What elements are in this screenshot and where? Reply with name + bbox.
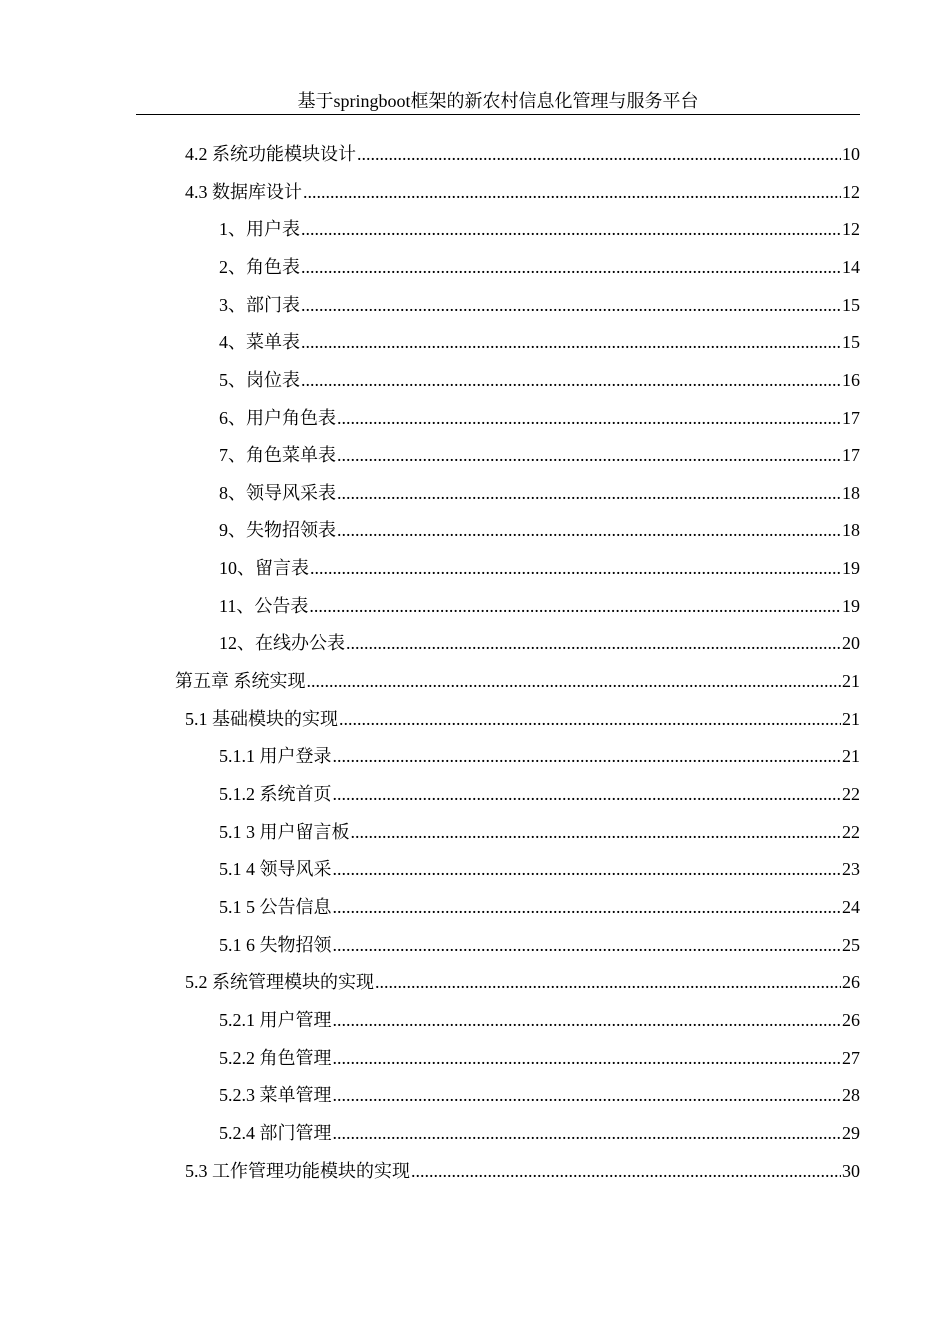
toc-entry-page: 23 <box>842 859 860 879</box>
toc-entry-page: 24 <box>842 897 860 917</box>
toc-entry-page: 18 <box>842 483 860 503</box>
toc-entry[interactable] <box>185 180 860 204</box>
toc-entry-page: 19 <box>842 596 860 616</box>
toc-entry-page: 25 <box>842 935 860 955</box>
toc-entry-label: 5.2.2 角色管理 <box>219 1048 332 1068</box>
toc-entry[interactable] <box>185 142 860 166</box>
toc-entry[interactable] <box>219 1046 860 1070</box>
toc-dot-leader <box>333 782 842 806</box>
toc-dot-leader <box>333 1008 842 1032</box>
toc-entry-page: 29 <box>842 1123 860 1143</box>
toc-entry[interactable] <box>219 895 860 919</box>
toc-dot-leader <box>307 669 842 693</box>
toc-dot-leader <box>301 217 841 241</box>
toc-entry[interactable] <box>219 1083 860 1107</box>
toc-entry-label: 11、公告表 <box>219 596 309 616</box>
toc-entry[interactable] <box>219 518 860 542</box>
toc-entry[interactable] <box>219 556 860 580</box>
toc-entry-label: 4、菜单表 <box>219 332 300 352</box>
toc-dot-leader <box>309 594 841 618</box>
toc-dot-leader <box>301 330 841 354</box>
toc-dot-leader <box>351 820 842 844</box>
toc-entry[interactable] <box>219 443 860 467</box>
toc-entry-page: 22 <box>842 784 860 804</box>
toc-dot-leader <box>337 443 841 467</box>
toc-entry[interactable] <box>219 820 860 844</box>
toc-entry[interactable] <box>219 744 860 768</box>
toc-entry-label: 第五章 系统实现 <box>175 671 306 691</box>
toc-entry-page: 26 <box>842 1010 860 1030</box>
toc-entry[interactable] <box>219 594 860 618</box>
toc-dot-leader <box>375 970 841 994</box>
toc-entry-label: 5.1 5 公告信息 <box>219 897 332 917</box>
toc-entry-label: 5.1 基础模块的实现 <box>185 709 338 729</box>
toc-entry[interactable] <box>219 255 860 279</box>
toc-dot-leader <box>333 895 842 919</box>
toc-dot-leader <box>333 744 842 768</box>
document-title: 基于springboot框架的新农村信息化管理与服务平台 <box>297 91 699 111</box>
toc-entry-label: 5、岗位表 <box>219 370 300 390</box>
toc-entry[interactable] <box>185 1159 860 1183</box>
toc-entry[interactable] <box>219 217 860 241</box>
toc-entry-page: 21 <box>842 671 860 691</box>
toc-entry[interactable] <box>219 857 860 881</box>
toc-dot-leader <box>337 518 841 542</box>
toc-entry[interactable] <box>219 631 860 655</box>
toc-entry[interactable] <box>219 330 860 354</box>
toc-entry-page: 26 <box>842 972 860 992</box>
toc-entry-page: 27 <box>842 1048 860 1068</box>
toc-entry-label: 5.2 系统管理模块的实现 <box>185 972 374 992</box>
toc-entry-page: 30 <box>842 1161 860 1181</box>
toc-entry-page: 12 <box>842 219 860 239</box>
toc-dot-leader <box>333 1121 842 1145</box>
toc-entry[interactable] <box>219 368 860 392</box>
toc-entry-label: 8、领导风采表 <box>219 483 336 503</box>
toc-dot-leader <box>337 481 841 505</box>
toc-entry-page: 28 <box>842 1085 860 1105</box>
toc-entry[interactable] <box>219 1121 860 1145</box>
toc-entry[interactable] <box>185 707 860 731</box>
toc-entry-label: 5.2.4 部门管理 <box>219 1123 332 1143</box>
toc-dot-leader <box>333 1046 842 1070</box>
toc-entry[interactable] <box>175 669 860 693</box>
toc-entry-page: 16 <box>842 370 860 390</box>
toc-dot-leader <box>337 406 841 430</box>
toc-entry-label: 5.2.1 用户管理 <box>219 1010 332 1030</box>
toc-dot-leader <box>301 368 841 392</box>
toc-dot-leader <box>357 142 841 166</box>
toc-dot-leader <box>333 1083 842 1107</box>
toc-dot-leader <box>301 255 841 279</box>
toc-entry-page: 18 <box>842 520 860 540</box>
toc-entry-page: 21 <box>842 709 860 729</box>
toc-entry-page: 19 <box>842 558 860 578</box>
toc-dot-leader <box>301 293 841 317</box>
toc-dot-leader <box>333 857 842 881</box>
toc-entry-page: 21 <box>842 746 860 766</box>
toc-dot-leader <box>346 631 841 655</box>
toc-entry-label: 2、角色表 <box>219 257 300 277</box>
toc-entry-label: 12、在线办公表 <box>219 633 345 653</box>
toc-entry-label: 3、部门表 <box>219 295 300 315</box>
toc-entry-page: 22 <box>842 822 860 842</box>
toc-entry-page: 17 <box>842 408 860 428</box>
toc-entry-label: 5.1 4 领导风采 <box>219 859 332 879</box>
toc-entry-label: 9、失物招领表 <box>219 520 336 540</box>
toc-entry-label: 5.1.1 用户登录 <box>219 746 332 766</box>
toc-entry-label: 6、用户角色表 <box>219 408 336 428</box>
toc-entry-label: 4.3 数据库设计 <box>185 182 302 202</box>
toc-entry-label: 1、用户表 <box>219 219 300 239</box>
toc-entry[interactable] <box>185 970 860 994</box>
toc-entry[interactable] <box>219 481 860 505</box>
toc-entry[interactable] <box>219 933 860 957</box>
toc-entry-page: 14 <box>842 257 860 277</box>
toc-entry[interactable] <box>219 293 860 317</box>
toc-entry-label: 5.1.2 系统首页 <box>219 784 332 804</box>
toc-entry[interactable] <box>219 406 860 430</box>
toc-entry-label: 4.2 系统功能模块设计 <box>185 144 356 164</box>
toc-entry[interactable] <box>219 782 860 806</box>
toc-entry-label: 5.1 3 用户留言板 <box>219 822 350 842</box>
toc-dot-leader <box>303 180 841 204</box>
toc-entry-page: 17 <box>842 445 860 465</box>
toc-entry-label: 5.1 6 失物招领 <box>219 935 332 955</box>
toc-entry[interactable] <box>219 1008 860 1032</box>
toc-entry-label: 7、角色菜单表 <box>219 445 336 465</box>
toc-dot-leader <box>310 556 841 580</box>
toc-entry-page: 10 <box>842 144 860 164</box>
toc-entry-page: 15 <box>842 295 860 315</box>
toc-entry-page: 15 <box>842 332 860 352</box>
toc-entry-page: 12 <box>842 182 860 202</box>
toc-dot-leader <box>333 933 842 957</box>
toc-dot-leader <box>411 1159 841 1183</box>
toc-entry-label: 10、留言表 <box>219 558 309 578</box>
toc-entry-label: 5.3 工作管理功能模块的实现 <box>185 1161 410 1181</box>
toc-dot-leader <box>339 707 841 731</box>
toc-entry-page: 20 <box>842 633 860 653</box>
toc-entry-label: 5.2.3 菜单管理 <box>219 1085 332 1105</box>
